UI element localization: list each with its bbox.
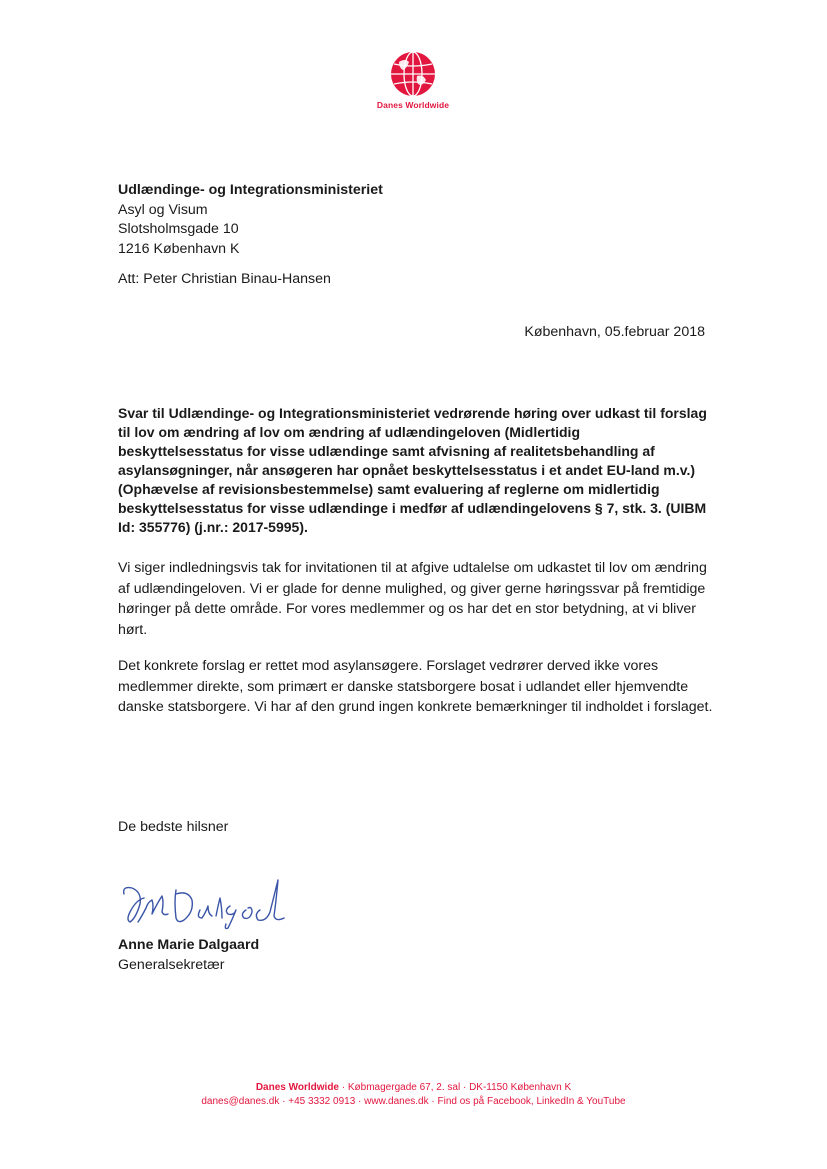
page-footer <box>0 1081 827 1109</box>
footer-address-line <box>0 1081 827 1095</box>
danes-worldwide-logo <box>363 44 463 110</box>
recipient-organization: Udlændinge- og Integrationsministeriet <box>118 182 383 198</box>
signer-block <box>118 936 259 975</box>
handwritten-signature <box>118 872 298 937</box>
body-paragraph-2: Det konkrete forslag er rettet mod asylansøgere. Forslaget vedrører derved ikke vores medlemmer direkte, som primært er danske statsborgere bosat i udlandet eller hjemvendte danske statsborgere. Vi har af den grund ingen konkrete bemærkninger til indholdet i forslaget. <box>118 658 713 715</box>
signer-name: Anne Marie Dalgaard <box>118 937 260 953</box>
signer-title: Generalsekretær <box>118 956 225 973</box>
attention-line: Att: Peter Christian Binau-Hansen <box>118 271 331 287</box>
recipient-department: Asyl og Visum <box>118 201 208 218</box>
closing-salutation: De bedste hilsner <box>118 819 229 835</box>
footer-contact-line: danes@danes.dk · +45 3332 0913 · www.danes.dk · Find os på Facebook, LinkedIn & YouTube <box>201 1096 626 1107</box>
letter-date: København, 05.februar 2018 <box>524 324 705 340</box>
logo-brand-text: Danes Worldwide <box>376 100 450 110</box>
recipient-street: Slotsholmsgade 10 <box>118 221 239 237</box>
recipient-city: 1216 København K <box>118 240 240 257</box>
recipient-address <box>118 181 383 259</box>
globe-icon <box>389 50 437 98</box>
body-paragraph-1: Vi siger indledningsvis tak for invitationen til at afgive udtalelse om udkastet til lov om ændring af udlændingeloven. Vi er glade for denne mulighed, og giver gerne høringssvar på fremtidige høringer på dette område. For vores medlemmer og os har det en stor betydning, at vi bliver hørt. <box>118 560 707 638</box>
footer-address: · Købmagergade 67, 2. sal · DK-1150 København K <box>339 1082 572 1093</box>
letter-subject: Svar til Udlændinge- og Integrationsministeriet vedrørende høring over udkast til forslag til lov om ændring af lov om ændring af udlændingeloven (Midlertidig beskyttelsesstatus for visse udlændinge samt afvisning af realitetsbehandling af asylansøgninger, når ansøgeren har opnået beskyttelsesstatus i et andet EU-land m.v.) (Ophævelse af revisionsbestemmelse) samt evaluering af reglerne om midlertidig beskyttelsesstatus for visse udlændinge i medfør af udlændingelovens § 7, stk. 3. (UIBM Id: 355776) (j.nr.: 2017-5995). <box>118 405 707 535</box>
footer-brand: Danes Worldwide <box>255 1082 339 1093</box>
